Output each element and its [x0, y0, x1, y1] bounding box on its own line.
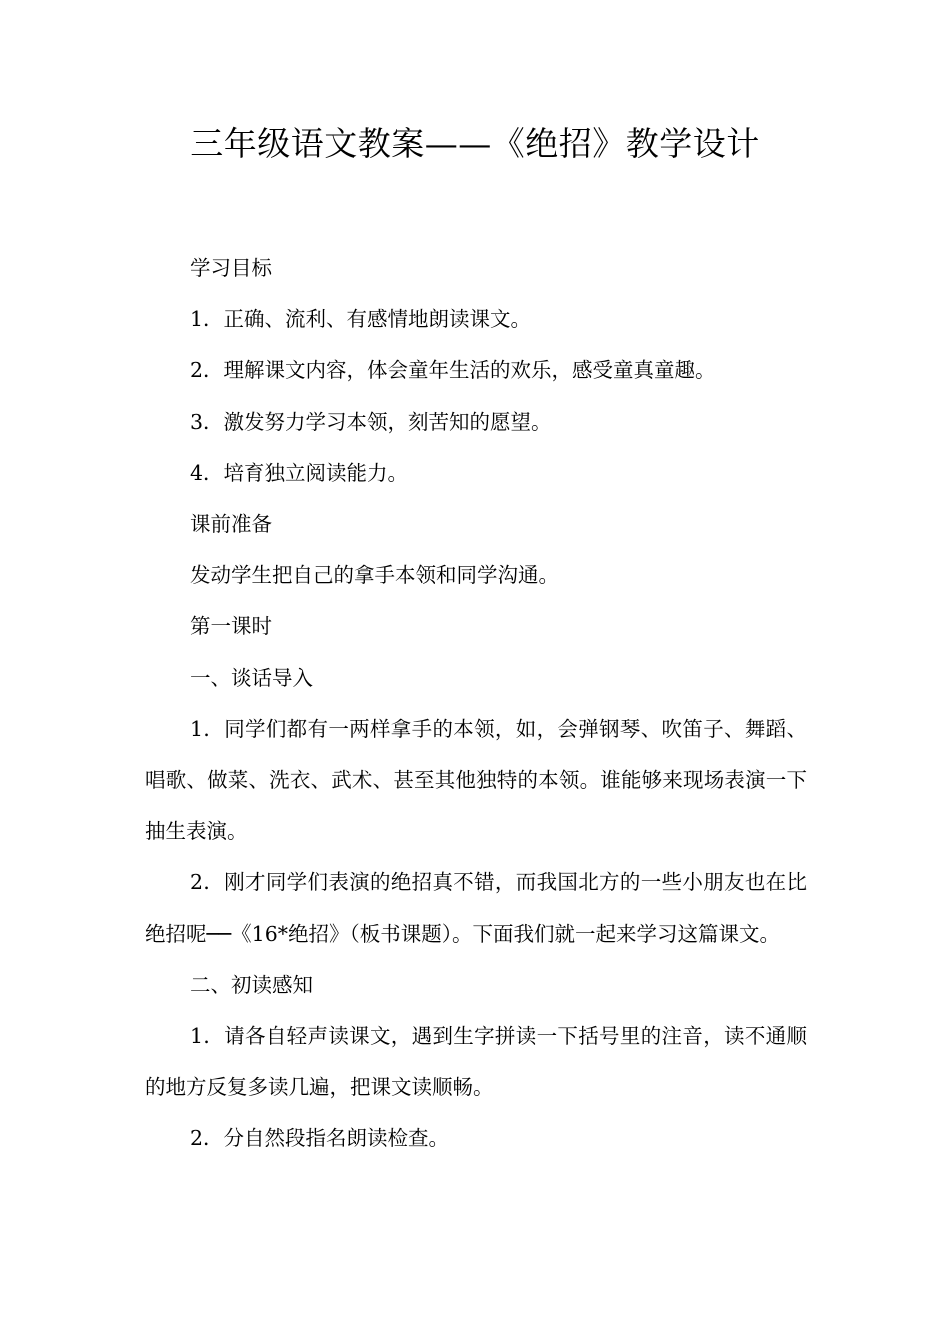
objective-item-3: 3．激发努力学习本领，刻苦知的愿望。: [190, 409, 552, 434]
objective-item-1: 1．正确、流利、有感情地朗读课文。: [190, 307, 532, 332]
introduction-paragraph-1: 1．同学们都有一两样拿手的本领，如，会弹钢琴、吹笛子、舞蹈、唱歌、做菜、洗衣、武术、甚至其他独特的本领。谁能够来现场表演一下抽生表演。: [145, 716, 807, 844]
document-title: 三年级语文教案——《绝招》教学设计: [190, 124, 760, 163]
introduction-paragraph-2: 2．刚才同学们表演的绝招真不错，而我国北方的一些小朋友也在比绝招呢──《16*绝招》（板书课题）。下面我们就一起来学习这篇课文。: [145, 870, 807, 946]
section-heading-first-lesson: 第一课时: [190, 614, 272, 639]
first-reading-paragraph-1: 1．请各自轻声读课文，遇到生字拼读一下括号里的注音，读不通顺的地方反复多读几遍，把课文读顺畅。: [145, 1024, 807, 1100]
section-heading-objectives: 学习目标: [190, 256, 272, 280]
document-body: [145, 243, 807, 1165]
objective-item-4: 4．培育独立阅读能力。: [190, 460, 409, 485]
subsection-heading-first-reading: 二、初读感知: [190, 972, 313, 997]
preparation-paragraph: 发动学生把自己的拿手本领和同学沟通。: [190, 563, 559, 588]
section-heading-preparation: 课前准备: [190, 512, 272, 537]
first-reading-paragraph-2: 2．分自然段指名朗读检查。: [190, 1126, 450, 1151]
objective-item-2: 2．理解课文内容，体会童年生活的欢乐，感受童真童趣。: [190, 358, 716, 383]
subsection-heading-introduction: 一、谈话导入: [190, 665, 313, 690]
